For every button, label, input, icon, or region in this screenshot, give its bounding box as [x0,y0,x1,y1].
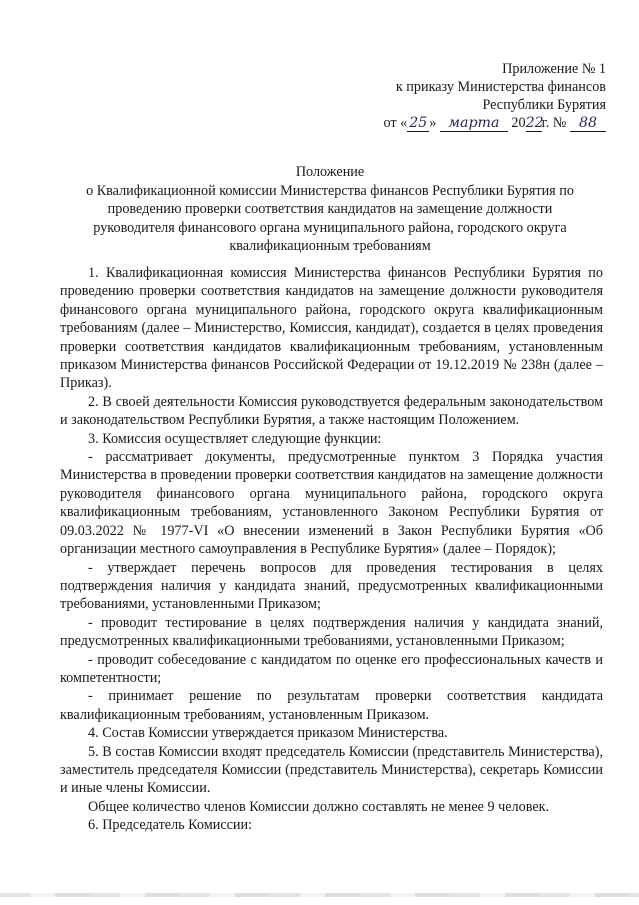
scan-edge-artifact [0,893,639,897]
function-item-3: - проводит тестирование в целях подтверждения наличия у кандидата знаний, предусмотренных квалификационными требованиями, установленными Приказом; [60,614,603,650]
date-year-prefix: 20 [511,115,526,131]
title-line-2: проведению проверки соответствия кандидатов на замещение должности [107,201,553,218]
document-title [60,163,600,256]
date-year-unit: г. № [541,115,567,131]
function-item-5: - принимает решение по результатам проверки соответствия кандидата квалификационным требованиям, установленным Приказом. [60,688,603,723]
function-item-2: - утверждает перечень вопросов для проведения тестирования в целях подтверждения наличия у кандидата знаний, предусмотренных квалификационными требованиями, установленными Приказом; [60,559,603,613]
title-heading: Положение [295,164,365,180]
paragraph-6: 6. Председатель Комиссии: [88,817,253,834]
paragraph-4: 4. Состав Комиссии утверждается приказом Министерства. [88,725,448,742]
handwritten-year: 22 [525,115,544,131]
paragraph-members-count: Общее количество членов Комиссии должно составлять не менее 9 человек. [88,798,550,815]
handwritten-month: марта [440,115,508,132]
handwritten-day: 25 [409,115,428,131]
document-body [60,264,603,835]
function-item-1: - рассматривает документы, предусмотренные пунктом 3 Порядка участия Министерства в проведении проверки соответствия кандидатов на замещение должности руководителя финансового органа муниципального района, городского округа квалификационным требованиям, установленного Законом Республики Бурятия от 09.03.2022 № 1977-VI «О внесении изменений в Закон Республики Бурятия «Об организации местного самоуправления в Республике Бурятия» (далее – Порядок); [60,449,603,558]
function-item-4: - проводит собеседование с кандидатом по оценке его профессиональных качеств и компетентности; [60,651,603,686]
title-line-1: о Квалификационной комиссии Министерства финансов Республики Бурятия по [86,182,574,199]
appendix-header [383,60,606,132]
date-prefix: от « [383,115,408,131]
handwritten-order-number: 88 [570,115,606,132]
title-line-3: руководителя финансового органа муниципального района, городского округа [93,219,567,236]
date-close: » [429,115,437,131]
appendix-line-3: Республики Бурятия [482,97,606,113]
appendix-date-line [383,114,606,132]
paragraph-5: 5. В состав Комиссии входят председатель Комиссии (представитель Министерства), заместитель председателя Комиссии (представитель Министерства), секретарь Комиссии и иные члены Комиссии. [60,743,603,797]
paragraph-2: 2. В своей деятельности Комиссия руководствуется федеральным законодательством и законодательством Республики Бурятия, а также настоящим Положением. [60,393,603,429]
appendix-line-1: Приложение № 1 [502,61,606,77]
paragraph-1: 1. Квалификационная комиссия Министерства финансов Республики Бурятия по проведению проверки соответствия кандидатов на замещение должности руководителя финансового органа муниципального района, городского округа квалификационным требованиям (далее – Министерство, Комиссия, кандидат), создается в целях проведения проверки соответствия кандидатов квалификационным требованиям, установленным приказом Министерства финансов Российской Федерации от 19.12.2019 № 238н (далее – Приказ). [60,265,603,392]
title-line-4: квалификационным требованиям [229,238,431,255]
appendix-line-2: к приказу Министерства финансов [395,79,606,95]
paragraph-3: 3. Комиссия осуществляет следующие функции: [88,430,382,447]
